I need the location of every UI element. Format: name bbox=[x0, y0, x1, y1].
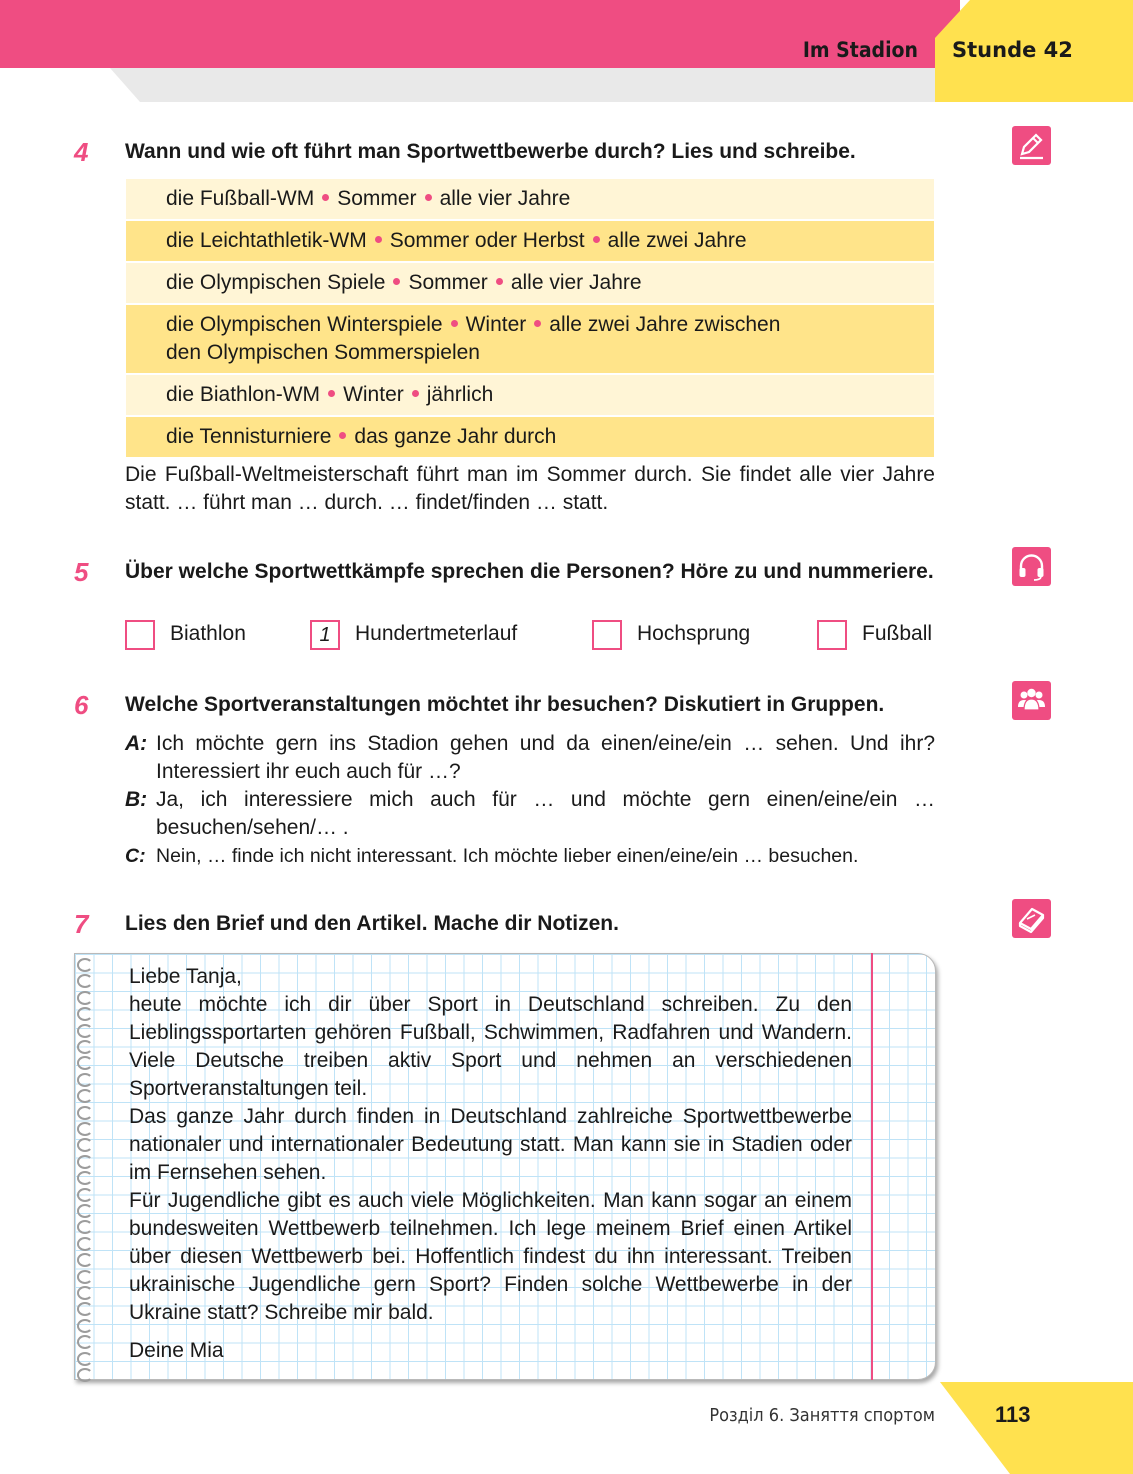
competition-table bbox=[126, 179, 934, 459]
spiral-ring-icon bbox=[77, 1286, 93, 1300]
bullet-icon bbox=[451, 320, 458, 327]
letter-paragraph-2: Das ganze Jahr durch finden in Deutschland zahlreiche Sportwettbewerbe nationaler und internationaler Bedeutung statt. Man kann sie in Stadien oder im Fernsehen sehen. bbox=[129, 1105, 852, 1184]
option-fussball-label: Fußball bbox=[862, 622, 933, 645]
checkbox-hochsprung[interactable] bbox=[592, 620, 622, 650]
option-hundertmeterlauf-label: Hundertmeterlauf bbox=[355, 622, 518, 645]
competition-season: Sommer oder Herbst bbox=[389, 229, 585, 252]
bullet-icon bbox=[534, 320, 541, 327]
option-hochsprung-label: Hochsprung bbox=[637, 622, 751, 645]
spiral-ring-icon bbox=[77, 1024, 93, 1038]
table-row bbox=[126, 305, 934, 375]
dialog-line-a bbox=[125, 730, 935, 786]
competition-name: die Biathlon-WM bbox=[166, 383, 321, 406]
header-shadow bbox=[110, 68, 940, 102]
competition-name: die Fußball-WM bbox=[166, 187, 315, 210]
checkbox-hundertmeterlauf[interactable]: 1 bbox=[310, 620, 340, 650]
competition-name: die Olympischen Spiele bbox=[166, 271, 386, 294]
letter-text bbox=[129, 963, 852, 1365]
checkbox-biathlon[interactable] bbox=[125, 620, 155, 650]
speaker-b: B: bbox=[125, 788, 148, 811]
header-lesson: Stunde 42 bbox=[952, 38, 1073, 62]
competition-season: Winter bbox=[343, 383, 404, 406]
spiral-ring-icon bbox=[77, 1270, 93, 1284]
table-row bbox=[126, 417, 934, 459]
bullet-icon bbox=[339, 432, 346, 439]
speaker-c: C: bbox=[125, 845, 146, 867]
competition-frequency: alle vier Jahre bbox=[439, 187, 571, 210]
spiral-ring-icon bbox=[77, 1155, 93, 1169]
task7-number: 7 bbox=[74, 909, 89, 939]
dialog-text-b: Ja, ich interessiere mich auch für … und möchte gern einen/eine/ein … besuchen/sehen/… . bbox=[156, 788, 935, 839]
chapter-title: Розділ 6. Заняття спортом bbox=[709, 1405, 935, 1426]
competition-frequency: alle vier Jahre bbox=[510, 271, 642, 294]
spiral-ring-icon bbox=[77, 1122, 93, 1136]
competition-frequency-cont: den Olympischen Sommerspielen bbox=[166, 341, 480, 364]
table-row bbox=[126, 179, 934, 221]
task5-number: 5 bbox=[74, 557, 89, 587]
task6-number: 6 bbox=[74, 690, 89, 720]
bullet-icon bbox=[393, 278, 400, 285]
bullet-icon bbox=[425, 194, 432, 201]
competition-season: das ganze Jahr durch bbox=[354, 425, 557, 448]
bullet-icon bbox=[593, 236, 600, 243]
letter-greeting: Liebe Tanja, bbox=[129, 965, 242, 988]
letter-closing: Deine Mia bbox=[129, 1339, 224, 1362]
bullet-icon bbox=[322, 194, 329, 201]
headphones-icon bbox=[1012, 547, 1051, 586]
dialog-line-b bbox=[125, 786, 935, 842]
table-row bbox=[126, 263, 934, 305]
speaker-a: A: bbox=[125, 732, 148, 755]
bullet-icon bbox=[496, 278, 503, 285]
page-number-tab bbox=[940, 1382, 1133, 1474]
bullet-icon bbox=[328, 390, 335, 397]
letter-paragraph-3: Für Jugendliche gibt es auch viele Möglichkeiten. Man kann sogar an einem bundesweiten Wettbewerb teilnehmen. Ich lege meinem Brief einen Artikel über diesen Wettbewerb bei. Hoffentlich findest du ihn interessant. Treiben ukrainische Jugendliche gern Sport? Finden solche Wettbewerbe in der Ukraine statt? Schreibe mir bald. bbox=[129, 1189, 852, 1324]
spiral-ring-icon bbox=[77, 1237, 93, 1251]
competition-name: die Leichtathletik-WM bbox=[166, 229, 367, 252]
spiral-ring-icon bbox=[77, 1319, 93, 1333]
competition-frequency: alle zwei Jahre bbox=[607, 229, 747, 252]
spiral-ring-icon bbox=[77, 1188, 93, 1202]
task4-title: Wann und wie oft führt man Sportwettbewerbe durch? Lies und schreibe. bbox=[125, 140, 856, 163]
dialog-text-c: Nein, … finde ich nicht interessant. Ich möchte lieber einen/eine/ein … besuchen. bbox=[156, 845, 859, 867]
book-icon bbox=[1012, 899, 1051, 938]
spiral-ring-icon bbox=[77, 958, 93, 972]
task7-title: Lies den Brief und den Artikel. Mache dir Notizen. bbox=[125, 912, 619, 935]
bullet-icon bbox=[412, 390, 419, 397]
letter-paragraph-1: heute möchte ich dir über Sport in Deutschland schreiben. Zu den Lieblingssportarten gehören Fußball, Schwimmen, Radfahren und Wandern. Viele Deutsche treiben aktiv Sport und nehmen an verschiedenen Sportveranstaltungen teil. bbox=[129, 993, 852, 1100]
competition-name: die Olympischen Winterspiele bbox=[166, 313, 443, 336]
spiral-ring-icon bbox=[77, 1352, 93, 1366]
competition-frequency: alle zwei Jahre zwischen bbox=[549, 313, 781, 336]
spiral-ring-icon bbox=[77, 1106, 93, 1120]
competition-season: Sommer bbox=[337, 187, 417, 210]
dialog-text-a: Ich möchte gern ins Stadion gehen und da einen/eine/ein … sehen. Und ihr? Interessiert ihr euch auch für …? bbox=[156, 732, 935, 783]
header-topic: Im Stadion bbox=[802, 38, 918, 62]
table-row bbox=[126, 375, 934, 417]
competition-frequency: jährlich bbox=[426, 383, 494, 406]
spiral-ring-icon bbox=[77, 991, 93, 1005]
pencil-icon bbox=[1012, 126, 1051, 165]
spiral-ring-icon bbox=[77, 1073, 93, 1087]
spiral-ring-icon bbox=[77, 1040, 93, 1054]
bullet-icon bbox=[375, 236, 382, 243]
competition-season: Winter bbox=[465, 313, 527, 336]
task5-title: Über welche Sportwettkämpfe sprechen die Personen? Höre zu und nummeriere. bbox=[125, 560, 934, 583]
option-biathlon-label: Biathlon bbox=[170, 622, 246, 645]
page-number: 113 bbox=[995, 1402, 1031, 1427]
task4-example: Die Fußball-Weltmeisterschaft führt man im Sommer durch. Sie findet alle vier Jahre statt. … führt man … durch. … findet/finden … statt. bbox=[125, 463, 935, 514]
task4-number: 4 bbox=[74, 137, 89, 167]
group-icon bbox=[1012, 681, 1051, 720]
competition-season: Sommer bbox=[408, 271, 488, 294]
spiral-ring-icon bbox=[77, 1368, 93, 1382]
task6-title: Welche Sportveranstaltungen möchtet ihr besuchen? Diskutiert in Gruppen. bbox=[125, 693, 885, 716]
spiral-ring-icon bbox=[77, 1204, 93, 1218]
checkbox-fussball[interactable] bbox=[817, 620, 847, 650]
dialog-line-c bbox=[125, 842, 935, 870]
notebook-margin-line bbox=[871, 953, 873, 1380]
table-row bbox=[126, 221, 934, 263]
competition-name: die Tennisturniere bbox=[166, 425, 332, 448]
